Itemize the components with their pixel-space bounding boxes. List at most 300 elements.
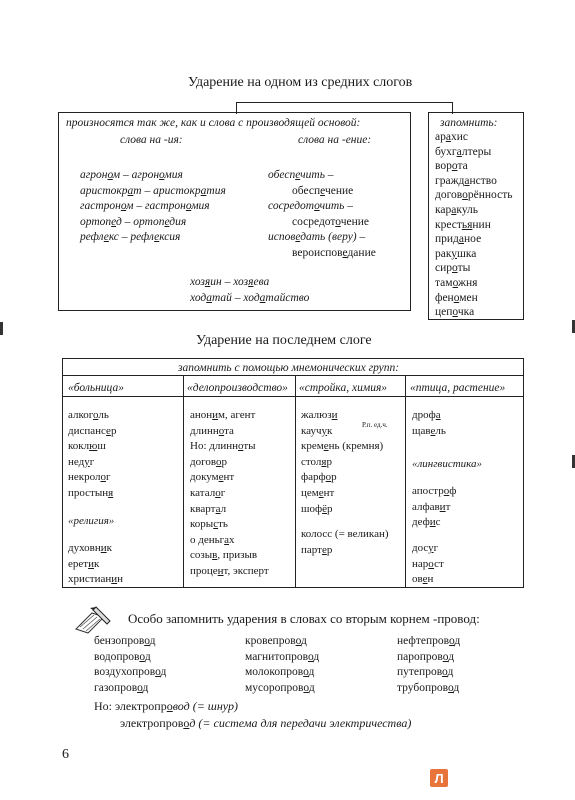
- word-part: нт: [323, 486, 335, 499]
- word-item: [80, 199, 226, 215]
- word-item: [245, 665, 319, 681]
- word-part: д: [300, 635, 307, 647]
- word-part: кокл: [68, 440, 90, 453]
- word-item: [68, 470, 116, 486]
- word-part: ш: [97, 440, 106, 453]
- word-part: жалюз: [301, 409, 332, 421]
- word-part: коры: [190, 518, 214, 531]
- stressed-vowel: о: [303, 681, 309, 694]
- margin-mark-1: [0, 322, 3, 335]
- word-part: алког: [68, 409, 93, 421]
- stressed-vowel: о: [218, 424, 225, 437]
- stressed-vowel: е: [323, 440, 329, 453]
- word-part: воздухопров: [94, 666, 156, 678]
- note-wire-prefix: Но: электропр: [94, 699, 167, 713]
- stressed-vowel: а: [464, 174, 470, 187]
- table-header-rule: [62, 396, 524, 397]
- word-item: [435, 232, 512, 247]
- word-part: ева: [253, 276, 270, 288]
- word-part: кс – рефл: [108, 231, 155, 244]
- word-item: [412, 541, 444, 557]
- stressed-vowel: о: [159, 169, 165, 181]
- word-part: д: [448, 650, 455, 663]
- stressed-vowel: а: [451, 203, 457, 216]
- stressed-vowel: о: [442, 666, 448, 678]
- word-item: [301, 455, 383, 471]
- word-part: ов: [412, 573, 423, 586]
- word-part: крем: [301, 440, 324, 453]
- word-item: [190, 502, 269, 518]
- word-item: [80, 215, 226, 231]
- word-part: д: [308, 666, 315, 678]
- word-item: [190, 439, 269, 455]
- word-item: [268, 215, 376, 231]
- word-item: [397, 650, 460, 666]
- word-part: мия: [191, 200, 210, 213]
- word-part: та: [224, 424, 234, 437]
- note-system-stress: о: [183, 716, 190, 730]
- word-part: сосредот: [268, 200, 315, 213]
- word-part: диспанс: [68, 424, 107, 437]
- word-part: нство: [469, 174, 497, 187]
- word-part: ты: [457, 262, 471, 275]
- word-part: цеп: [435, 306, 453, 319]
- word-part: р: [326, 543, 333, 556]
- word-part: д: [453, 681, 460, 694]
- word-part: гражд: [435, 174, 465, 187]
- stressed-vowel: у: [451, 247, 458, 260]
- stressed-vowel: я: [108, 486, 114, 499]
- word-part: ход: [190, 291, 207, 304]
- table-col1-subheader: «религия»: [68, 515, 115, 527]
- word-part: х: [229, 533, 235, 546]
- word-item: [435, 174, 512, 189]
- word-part: газопров: [94, 681, 138, 694]
- word-part: кровепров: [245, 635, 296, 647]
- word-part: ксия: [159, 231, 181, 244]
- word-part: ортоп: [80, 215, 112, 228]
- word-part: созы: [190, 549, 213, 562]
- heading-middle-stress: Ударение на одном из средних слогов: [188, 75, 413, 90]
- box1-right-list: [268, 168, 376, 262]
- word-part: нед: [68, 455, 85, 468]
- special-heading: Особо запомнить ударения в словах со вторым корнем -провод:: [128, 611, 480, 626]
- word-item: [435, 203, 512, 218]
- word-item: [190, 517, 269, 533]
- stressed-vowel: я: [321, 455, 327, 468]
- table-caption-rule: [62, 375, 524, 376]
- note-wire-stress: о: [166, 699, 173, 713]
- word-part: ль: [435, 424, 446, 437]
- word-part: м, агент: [218, 409, 256, 421]
- word-part: гастрон: [80, 200, 121, 213]
- stressed-vowel: и: [212, 409, 219, 421]
- stressed-vowel: о: [452, 276, 459, 289]
- stressed-vowel: о: [449, 635, 455, 647]
- table-col4-list3: [412, 541, 444, 588]
- word-part: т – аристокр: [133, 184, 201, 197]
- word-part: о деньг: [190, 533, 225, 546]
- word-item: [94, 650, 166, 666]
- word-part: мия: [164, 169, 183, 181]
- stressed-vowel: а: [458, 233, 465, 246]
- word-part: т, эксперт: [223, 564, 269, 577]
- stressed-vowel: о: [443, 485, 450, 497]
- note-system-rest: д (= система для передачи электричества): [189, 716, 412, 730]
- word-item: [245, 681, 319, 697]
- word-item: [80, 184, 226, 200]
- table-header-1: «больница»: [68, 382, 124, 394]
- word-part: Но: длинн: [190, 440, 238, 453]
- table-divider-1: [183, 375, 184, 588]
- col-ia-header: слова на -ия:: [120, 134, 183, 146]
- word-item: [68, 455, 116, 471]
- word-part: колосс (= великан): [301, 528, 389, 540]
- word-item: [435, 247, 512, 262]
- stressed-vowel: а: [215, 502, 221, 515]
- word-item: [435, 276, 512, 291]
- word-item: [68, 439, 116, 455]
- box1-bottom-list: [190, 275, 309, 306]
- word-part: тия: [206, 184, 226, 197]
- word-item: [268, 199, 376, 215]
- word-item: [190, 548, 269, 564]
- table-divider-2: [295, 375, 296, 588]
- stressed-vowel: а: [456, 145, 462, 158]
- word-item: [190, 455, 269, 471]
- word-part: фен: [435, 291, 454, 304]
- stressed-vowel: ё: [322, 502, 327, 515]
- table-divider-3: [405, 375, 406, 588]
- word-part: ты: [243, 440, 256, 453]
- stressed-vowel: ья: [461, 218, 473, 231]
- stressed-vowel: е: [111, 215, 116, 228]
- stressed-vowel: о: [452, 306, 458, 319]
- stressed-vowel: е: [295, 231, 301, 244]
- word-part: н: [427, 573, 434, 586]
- word-part: щав: [412, 424, 431, 437]
- word-item: [190, 408, 269, 424]
- note-system-prefix: электропров: [120, 716, 184, 730]
- word-item: [94, 681, 166, 697]
- table-col1-list: [68, 408, 116, 502]
- word-part: р: [221, 455, 227, 468]
- word-part: шоф: [301, 502, 323, 515]
- word-item: [301, 502, 383, 518]
- word-part: анон: [190, 409, 213, 421]
- stressed-vowel: е: [295, 169, 301, 181]
- stressed-vowel: о: [325, 471, 332, 484]
- word-part: д: [454, 635, 461, 647]
- word-item: [301, 470, 383, 486]
- word-part: алфав: [412, 500, 440, 513]
- provod-col-3: [397, 634, 460, 696]
- word-part: н: [117, 573, 124, 586]
- word-part: г: [433, 542, 439, 554]
- word-part: нь (кремня): [328, 440, 384, 453]
- box2-list: [435, 130, 512, 320]
- word-part: чить –: [300, 169, 334, 181]
- stressed-vowel: а: [445, 131, 451, 143]
- word-part: стол: [301, 455, 322, 468]
- word-part: р: [327, 502, 333, 515]
- word-part: сосредот: [292, 215, 336, 228]
- word-part: ин – хоз: [210, 276, 249, 288]
- word-part: магнитопров: [245, 650, 308, 663]
- note-system: [120, 716, 411, 732]
- word-item: [435, 305, 512, 320]
- word-part: испов: [268, 231, 296, 244]
- stressed-vowel: с: [213, 518, 219, 531]
- stressed-vowel: е: [318, 486, 324, 499]
- word-part: чение: [324, 184, 354, 197]
- box1-intro: произносятся так же, как и слова с производящей основой:: [66, 117, 361, 129]
- connector-line: [236, 102, 452, 103]
- word-part: кварт: [190, 502, 216, 515]
- table-col4-subheader: «лингвистика»: [412, 458, 483, 470]
- word-part: хоз: [190, 276, 205, 288]
- stressed-vowel: е: [320, 184, 325, 197]
- word-part: тайство: [265, 291, 310, 304]
- stressed-vowel: о: [303, 666, 309, 678]
- word-part: шка: [457, 247, 477, 260]
- word-part: л: [220, 502, 227, 515]
- word-part: там: [435, 276, 453, 289]
- stressed-vowel: я: [204, 276, 211, 288]
- word-part: тай – ход: [211, 291, 260, 304]
- word-part: д: [142, 681, 149, 694]
- word-item: [190, 424, 269, 440]
- word-part: вор: [435, 160, 452, 173]
- stressed-vowel: е: [430, 424, 436, 437]
- word-part: м – гастрон: [126, 200, 186, 213]
- stressed-vowel: в: [212, 549, 218, 562]
- stressed-vowel: о: [314, 200, 320, 213]
- word-part: р: [331, 471, 337, 484]
- word-part: катал: [190, 486, 216, 499]
- word-part: нефтепров: [397, 635, 449, 647]
- stressed-vowel: и: [88, 557, 94, 570]
- word-item: [397, 681, 460, 697]
- word-part: ное: [464, 233, 482, 246]
- stressed-vowel: о: [452, 262, 458, 275]
- stressed-vowel: и: [100, 542, 107, 554]
- stressed-vowel: о: [93, 409, 99, 421]
- stressed-vowel: о: [442, 650, 449, 663]
- word-item: [397, 634, 460, 650]
- word-part: дать (веру) –: [300, 231, 366, 244]
- stressed-vowel: е: [154, 231, 160, 244]
- box1-left-list: [80, 168, 226, 246]
- word-part: паропров: [397, 650, 443, 663]
- stressed-vowel: о: [307, 650, 314, 663]
- word-part: г: [220, 486, 226, 499]
- word-item: [412, 515, 456, 531]
- stressed-vowel: о: [462, 189, 468, 202]
- word-item: [412, 572, 444, 588]
- stressed-vowel: о: [137, 681, 143, 694]
- word-part: р: [110, 424, 117, 437]
- stressed-vowel: а: [435, 409, 441, 421]
- word-item: [190, 470, 269, 486]
- word-part: дроф: [412, 409, 436, 421]
- word-part: крест: [435, 218, 462, 231]
- word-part: мусоропров: [245, 681, 304, 694]
- word-part: длинн: [190, 424, 219, 437]
- word-part: кар: [435, 203, 452, 216]
- word-part: ерет: [68, 557, 89, 570]
- table-header-4: «птица, растение»: [410, 382, 506, 394]
- word-part: д: [144, 650, 151, 663]
- word-part: ф: [449, 485, 457, 497]
- word-item: [190, 564, 269, 580]
- word-part: трубопров: [397, 681, 448, 694]
- word-part: цем: [301, 486, 319, 499]
- note-wire-rest: вод (= шнур): [172, 699, 238, 713]
- stressed-vowel: а: [200, 184, 207, 197]
- word-part: нт: [223, 471, 235, 484]
- word-item: [301, 527, 389, 543]
- word-part: м – агрон: [112, 169, 160, 181]
- word-item: [68, 408, 116, 424]
- word-part: г: [105, 471, 111, 484]
- stressed-vowel: я: [248, 276, 254, 288]
- word-part: д: [447, 666, 454, 678]
- stressed-vowel: а: [259, 291, 266, 304]
- word-part: деф: [412, 516, 430, 529]
- table-header-2: «делопроизводство»: [187, 382, 288, 394]
- stressed-vowel: и: [439, 500, 446, 513]
- word-item: [80, 230, 226, 246]
- stressed-vowel: о: [451, 160, 458, 173]
- word-part: к: [93, 557, 100, 570]
- word-part: нар: [412, 557, 429, 570]
- pencil-paper-icon: [70, 605, 114, 635]
- word-item: [68, 486, 116, 502]
- word-part: д: [313, 650, 320, 663]
- word-part: дия: [169, 215, 187, 228]
- page-number: 6: [62, 747, 69, 762]
- word-item: [268, 246, 376, 262]
- word-item: [268, 168, 376, 184]
- table-col4-list2: [412, 484, 456, 531]
- word-part: куль: [456, 203, 479, 216]
- stressed-vowel: у: [321, 424, 328, 437]
- word-item: [301, 543, 389, 559]
- word-item: [301, 439, 383, 455]
- word-part: обесп: [292, 184, 321, 197]
- word-item: [68, 572, 123, 588]
- stressed-vowel: а: [206, 291, 212, 304]
- word-part: рённость: [467, 189, 513, 202]
- stressed-vowel: о: [295, 635, 301, 647]
- word-item: [68, 541, 123, 557]
- word-item: [412, 484, 456, 500]
- table-col2-list: [190, 408, 269, 580]
- word-part: ст: [434, 557, 444, 570]
- genitive-note: Р.п. ед.ч.: [362, 421, 388, 429]
- word-part: проце: [190, 564, 218, 577]
- word-part: т: [445, 500, 451, 513]
- heading-last-stress: Ударение на последнем слоге: [196, 333, 372, 348]
- word-part: д: [160, 666, 167, 678]
- stressed-vowel: е: [342, 246, 348, 259]
- word-item: [268, 230, 376, 246]
- word-part: г: [89, 455, 95, 468]
- stressed-vowel: и: [429, 516, 436, 529]
- stressed-vowel: е: [422, 573, 428, 586]
- word-part: апостр: [412, 485, 444, 497]
- word-part: к: [327, 424, 333, 437]
- stressed-vowel: у: [428, 542, 434, 554]
- word-part: мен: [459, 291, 478, 304]
- table-header-3: «стройка, химия»: [299, 382, 388, 394]
- stressed-vowel: о: [107, 169, 113, 181]
- word-part: ть: [218, 518, 228, 531]
- word-part: дос: [412, 542, 429, 554]
- word-part: духовн: [68, 542, 101, 554]
- word-part: бухг: [435, 145, 457, 158]
- box2-header: запомнить:: [440, 117, 498, 129]
- word-item: [435, 145, 512, 160]
- stressed-vowel: о: [155, 666, 161, 678]
- word-item: [397, 665, 460, 681]
- word-part: рак: [435, 247, 452, 260]
- word-item: [80, 168, 226, 184]
- word-part: парт: [301, 543, 322, 556]
- word-part: д – ортоп: [115, 215, 165, 228]
- table-col4-list: [412, 408, 446, 439]
- word-part: сир: [435, 262, 453, 275]
- word-item: [190, 533, 269, 549]
- word-part: догов: [190, 455, 216, 468]
- stressed-vowel: ю: [89, 440, 98, 453]
- stressed-vowel: о: [139, 650, 145, 663]
- word-item: [190, 275, 309, 291]
- stressed-vowel: о: [453, 291, 460, 304]
- stressed-vowel: о: [120, 200, 127, 213]
- word-item: [435, 188, 512, 203]
- word-part: путепров: [397, 666, 443, 678]
- word-part: д: [308, 681, 315, 694]
- word-part: христиан: [68, 573, 112, 586]
- stressed-vowel: о: [215, 486, 221, 499]
- table-caption: запомнить с помощью мнемонических групп:: [178, 362, 400, 374]
- word-part: ль: [98, 409, 109, 421]
- word-part: лтеры: [461, 145, 492, 158]
- word-part: хис: [450, 131, 468, 143]
- stressed-vowel: е: [164, 215, 170, 228]
- stressed-vowel: а: [224, 533, 230, 546]
- word-part: та: [457, 160, 468, 173]
- word-item: [435, 291, 512, 306]
- word-part: прид: [435, 233, 459, 246]
- stressed-vowel: о: [335, 215, 341, 228]
- word-part: к: [106, 542, 113, 554]
- word-part: жня: [458, 276, 478, 289]
- word-item: [245, 634, 319, 650]
- word-item: [68, 557, 123, 573]
- word-part: чить –: [319, 200, 353, 213]
- word-item: [435, 218, 512, 233]
- stressed-vowel: о: [100, 471, 106, 484]
- provod-col-1: [94, 634, 166, 696]
- stressed-vowel: е: [106, 424, 111, 437]
- word-item: [435, 130, 512, 145]
- table-col1-list2: [68, 541, 123, 588]
- word-part: водопров: [94, 650, 140, 663]
- word-part: ар: [435, 131, 446, 143]
